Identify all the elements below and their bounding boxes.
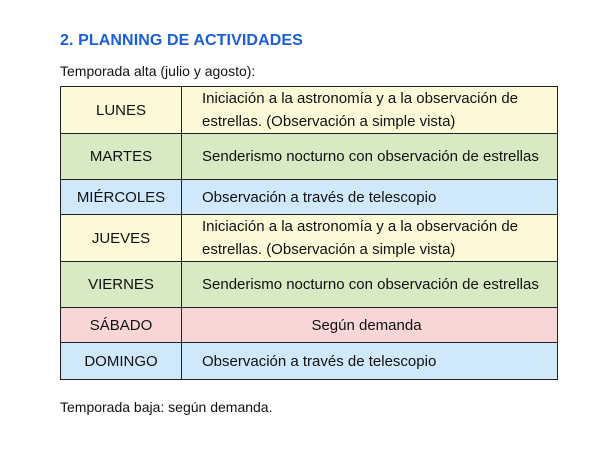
table-row (61, 180, 558, 215)
activity-cell: Iniciación a la astronomía y a la observación de estrellas. (Observación a simple vista) (182, 215, 558, 262)
table-row (61, 308, 558, 343)
day-cell-wednesday: MIÉRCOLES (61, 180, 182, 215)
day-cell-sunday: DOMINGO (61, 343, 182, 380)
table-row (61, 343, 558, 380)
high-season-label: Temporada alta (julio y agosto): (60, 63, 256, 79)
activity-cell: Senderismo nocturno con observación de estrellas (182, 262, 558, 308)
activity-cell: Observación a través de telescopio (182, 180, 558, 215)
activity-cell: Senderismo nocturno con observación de estrellas (182, 134, 558, 180)
low-season-label: Temporada baja: según demanda. (60, 399, 273, 415)
table-row (61, 262, 558, 308)
activity-cell: Observación a través de telescopio (182, 343, 558, 380)
section-heading: 2. PLANNING DE ACTIVIDADES (60, 32, 303, 49)
activity-cell: Iniciación a la astronomía y a la observación de estrellas. (Observación a simple vista) (182, 87, 558, 134)
day-cell-saturday: SÁBADO (61, 308, 182, 343)
table-row (61, 87, 558, 134)
table-row (61, 134, 558, 180)
day-cell-friday: VIERNES (61, 262, 182, 308)
day-cell-monday: LUNES (61, 87, 182, 134)
day-cell-tuesday: MARTES (61, 134, 182, 180)
activity-schedule-table (60, 86, 558, 380)
table-row (61, 215, 558, 262)
activity-cell: Según demanda (182, 308, 558, 343)
day-cell-thursday: JUEVES (61, 215, 182, 262)
